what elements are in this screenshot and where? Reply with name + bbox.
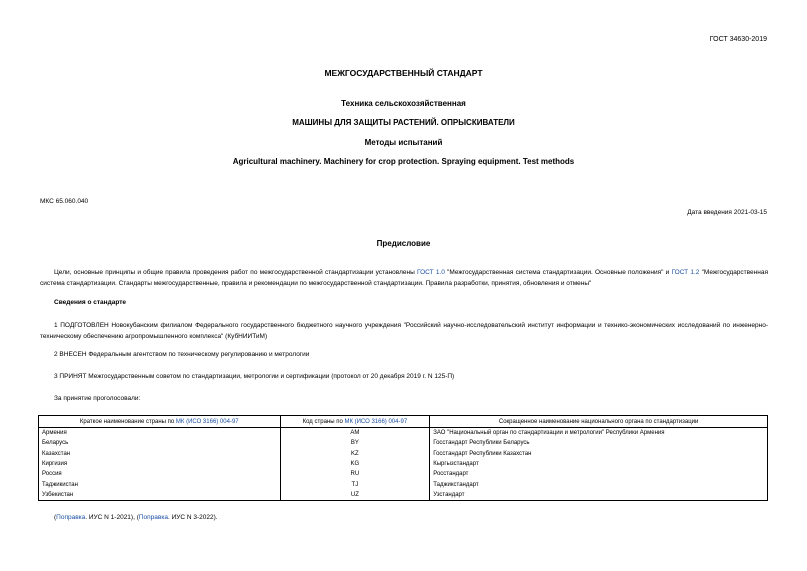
amend-text-2: . ИУС N 3-2022).	[167, 514, 218, 521]
country-name: Таджикистан	[39, 479, 281, 489]
document-title: МАШИНЫ ДЛЯ ЗАЩИТЫ РАСТЕНИЙ. ОПРЫСКИВАТЕЛИ	[292, 118, 515, 127]
amendment-link-2[interactable]: Поправка	[138, 514, 168, 521]
mks-code: МКС 65.060.040	[40, 198, 89, 205]
national-body: Кыргызстандарт	[430, 459, 768, 469]
voted-label: За принятие проголосовали:	[54, 395, 141, 402]
country-name-header	[39, 416, 281, 428]
table-header-row	[39, 416, 768, 428]
amendment-link-1[interactable]: Поправка	[56, 514, 86, 521]
table-row	[39, 479, 768, 489]
country-code: BY	[280, 438, 430, 448]
standard-info-heading: Сведения о стандарте	[54, 299, 127, 306]
aims-text-middle: "Межгосударственная система стандартизации. Основные положения" и	[444, 269, 672, 276]
national-body: Таджикстандарт	[430, 479, 768, 489]
country-name-header-text: Краткое наименование страны по	[79, 418, 176, 425]
intro-date: Дата введения 2021-03-15	[687, 209, 767, 216]
national-body: Узстандарт	[430, 490, 768, 501]
preface-heading: Предисловие	[376, 239, 431, 248]
preface-aims-paragraph	[40, 267, 768, 289]
table-row	[39, 438, 768, 448]
standard-type-heading: МЕЖГОСУДАРСТВЕННЫЙ СТАНДАРТ	[324, 68, 483, 78]
voting-states-table	[38, 415, 768, 501]
country-name: Киргизия	[39, 459, 281, 469]
table-row	[39, 449, 768, 459]
national-body: Госстандарт Республики Беларусь	[430, 438, 768, 448]
table-row	[39, 459, 768, 469]
aims-text-after: "Межгосударственная система стандартизации. Стандарты межгосударственные, правила и рекомендации по межгосударственной стандартизации. Правила разработки, принятия, обновления и отмены"	[40, 269, 768, 287]
country-code: UZ	[280, 490, 430, 501]
country-name: Беларусь	[39, 438, 281, 448]
table-row	[39, 490, 768, 501]
document-code: ГОСТ 34630-2019	[709, 36, 767, 43]
aims-text-before: Цели, основные принципы и общие правила проведения работ по межгосударственной стандартизации установлены	[54, 269, 417, 276]
category-heading: Техника сельскохозяйственная	[341, 99, 466, 108]
country-name: Армения	[39, 428, 281, 439]
amend-text-1: . ИУС N 1-2021), (	[85, 514, 139, 521]
country-code: RU	[280, 469, 430, 479]
country-code: KZ	[280, 449, 430, 459]
mk-iso-link[interactable]: МК (ИСО 3166) 004-97	[175, 418, 239, 425]
table-row	[39, 428, 768, 439]
country-name: Россия	[39, 469, 281, 479]
amendments-note	[54, 514, 218, 521]
national-body-header: Сокращенное наименование национального органа по стандартизации	[430, 416, 768, 428]
country-code-header-text: Код страны по	[302, 418, 345, 425]
national-body: ЗАО "Национальный орган по стандартизации и метрологии" Республики Армения	[430, 428, 768, 439]
country-name: Узбекистан	[39, 490, 281, 501]
submitted-by-item: 2 ВНЕСЕН Федеральным агентством по техническому регулированию и метрологии	[54, 351, 310, 358]
national-body: Госстандарт Республики Казахстан	[430, 449, 768, 459]
amend-open: (	[54, 514, 57, 521]
adopted-by-item: 3 ПРИНЯТ Межгосударственным советом по стандартизации, метрологии и сертификации (протокол от 20 декабря 2019 г. N 125-П)	[54, 373, 455, 380]
mk-iso-link[interactable]: МК (ИСО 3166) 004-97	[344, 418, 408, 425]
national-body: Росстандарт	[430, 469, 768, 479]
prepared-by-item: 1 ПОДГОТОВЛЕН Новокубанским филиалом Федерального государственного бюджетного научного учреждения "Российский научно-исследовательский институт информации и технико-экономических исследований по инженерно-техническому обеспечению агропромышленного комплекса" (КубНИИТиМ)	[40, 322, 768, 340]
country-name: Казахстан	[39, 449, 281, 459]
country-code: KG	[280, 459, 430, 469]
country-code-header	[280, 416, 430, 428]
gost-1-0-link[interactable]: ГОСТ 1.0	[416, 269, 445, 276]
country-code: AM	[280, 428, 430, 439]
table-row	[39, 469, 768, 479]
english-title: Agricultural machinery. Machinery for crop protection. Spraying equipment. Test methods	[232, 157, 575, 166]
country-code: TJ	[280, 479, 430, 489]
document-subtitle: Методы испытаний	[364, 138, 443, 147]
gost-1-2-link[interactable]: ГОСТ 1.2	[671, 269, 700, 276]
